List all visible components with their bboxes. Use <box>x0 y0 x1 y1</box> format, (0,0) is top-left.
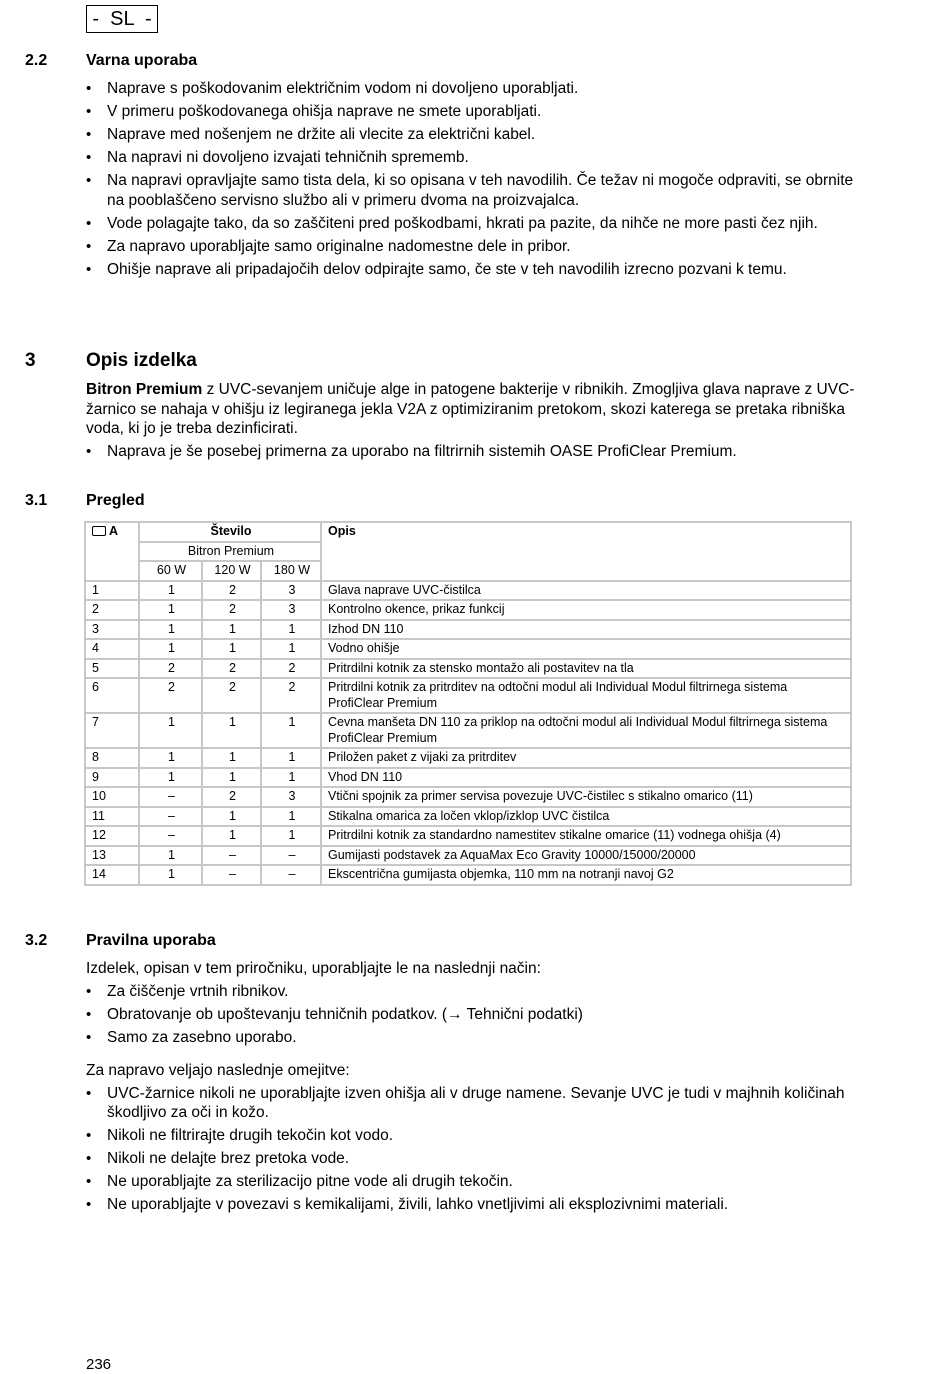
quantity-cell: 1 <box>139 865 202 885</box>
page-number: 236 <box>86 1356 112 1373</box>
column-header-description: Opis <box>321 522 851 581</box>
position-cell: 13 <box>85 846 139 866</box>
description-cell: Pritrdilni kotnik za pritrditev na odtočni modul ali Individual Modul filtrirnega sistema ProfiClear Premium <box>321 678 851 713</box>
list-item: • Na napravi opravljajte samo tista dela, ki so opisana v teh navodilih. Če težav ni mogoče odpraviti, se obrnite na pooblaščeno servisno službo ali v primeru dvoma na proizvajalca. <box>86 171 856 210</box>
language-tag: - SL - <box>86 5 158 33</box>
variant-header: 120 W <box>202 561 261 581</box>
intro-paragraph <box>86 380 856 439</box>
position-cell: 3 <box>85 620 139 640</box>
list-item: • Naprave med nošenjem ne držite ali vlecite za električni kabel. <box>86 125 856 145</box>
variant-header: 180 W <box>261 561 321 581</box>
list-item: • Za čiščenje vrtnih ribnikov. <box>86 982 856 1002</box>
quantity-cell: 2 <box>261 678 321 713</box>
table-row <box>85 581 851 601</box>
quantity-cell: 1 <box>202 807 261 827</box>
description-cell: Glava naprave UVC-čistilca <box>321 581 851 601</box>
quantity-cell: 1 <box>139 639 202 659</box>
quantity-cell: 1 <box>139 768 202 788</box>
section-number: 3.1 <box>25 492 48 509</box>
intended-use <box>86 959 856 1218</box>
limitations-intro: Za napravo veljajo naslednje omejitve: <box>86 1062 350 1079</box>
column-header-a: A <box>85 522 139 542</box>
table-row <box>85 807 851 827</box>
section-title: Varna uporaba <box>86 52 198 69</box>
list-item: • Nikoli ne filtrirajte drugih tekočin kot vodo. <box>86 1126 856 1146</box>
table-row <box>85 748 851 768</box>
position-cell: 2 <box>85 600 139 620</box>
position-cell: 9 <box>85 768 139 788</box>
table-row <box>85 865 851 885</box>
position-cell: 10 <box>85 787 139 807</box>
quantity-cell: 1 <box>139 748 202 768</box>
table-row <box>85 620 851 640</box>
column-header-count: Število <box>139 522 321 542</box>
list-item: • Vode polagajte tako, da so zaščiteni pred poškodbami, hkrati pa pazite, da nihče ne more pasti čez njih. <box>86 214 856 234</box>
position-cell: 8 <box>85 748 139 768</box>
quantity-cell: 1 <box>202 639 261 659</box>
table-row <box>85 678 851 713</box>
quantity-cell: 2 <box>261 659 321 679</box>
description-cell: Izhod DN 110 <box>321 620 851 640</box>
table-row <box>85 639 851 659</box>
list-item: • Na napravi ni dovoljeno izvajati tehničnih sprememb. <box>86 148 856 168</box>
table-row <box>85 787 851 807</box>
quantity-cell: 1 <box>261 826 321 846</box>
list-item: • UVC-žarnice nikoli ne uporabljajte izven ohišja ali v druge namene. Sevanje UVC je tudi v majhnih količinah škodljivo za oči in kožo. <box>86 1084 856 1123</box>
quantity-cell: 1 <box>202 620 261 640</box>
quantity-cell: 2 <box>139 678 202 713</box>
quantity-cell: – <box>202 865 261 885</box>
description-cell: Kontrolno okence, prikaz funkcij <box>321 600 851 620</box>
product-description <box>86 380 856 465</box>
list-item: • Naprava je še posebej primerna za uporabo na filtrirnih sistemih OASE ProfiClear Premium. <box>86 442 856 462</box>
quantity-cell: 1 <box>261 639 321 659</box>
safety-list <box>86 79 856 283</box>
section-number: 3.2 <box>25 932 48 949</box>
quantity-cell: 1 <box>261 620 321 640</box>
quantity-cell: – <box>261 846 321 866</box>
section-title: Pregled <box>86 492 145 509</box>
list-item: • Naprave s poškodovanim električnim vodom ni dovoljeno uporabljati. <box>86 79 856 99</box>
position-cell: 7 <box>85 713 139 748</box>
position-cell: 1 <box>85 581 139 601</box>
quantity-cell: 2 <box>202 600 261 620</box>
position-cell: 6 <box>85 678 139 713</box>
quantity-cell: 1 <box>261 768 321 788</box>
quantity-cell: 2 <box>139 659 202 679</box>
quantity-cell: 1 <box>202 826 261 846</box>
quantity-cell: – <box>139 826 202 846</box>
description-cell: Ekscentrična gumijasta objemka, 110 mm na notranji navoj G2 <box>321 865 851 885</box>
list-item: • Ohišje naprave ali pripadajočih delov odpirajte samo, če ste v teh navodilih izrecno pozvani k temu. <box>86 260 856 280</box>
quantity-cell: – <box>202 846 261 866</box>
position-cell: 4 <box>85 639 139 659</box>
description-cell: Gumijasti podstavek za AquaMax Eco Gravity 10000/15000/20000 <box>321 846 851 866</box>
quantity-cell: 1 <box>139 600 202 620</box>
parts-table <box>84 521 852 886</box>
quantity-cell: 3 <box>261 787 321 807</box>
list-item: • V primeru poškodovanega ohišja naprave ne smete uporabljati. <box>86 102 856 122</box>
quantity-cell: 3 <box>261 600 321 620</box>
description-cell: Pritrdilni kotnik za standardno namestitev stikalne omarice (11) vodnega ohišja (4) <box>321 826 851 846</box>
table-row <box>85 600 851 620</box>
quantity-cell: 2 <box>202 787 261 807</box>
quantity-cell: 1 <box>139 713 202 748</box>
quantity-cell: 1 <box>261 748 321 768</box>
quantity-cell: 2 <box>202 581 261 601</box>
quantity-cell: 1 <box>139 620 202 640</box>
quantity-cell: 1 <box>202 748 261 768</box>
quantity-cell: 3 <box>261 581 321 601</box>
table-row <box>85 846 851 866</box>
list-item: • Obratovanje ob upoštevanju tehničnih podatkov. (→ Tehnični podatki) <box>86 1005 856 1025</box>
quantity-cell: 2 <box>202 678 261 713</box>
intended-use-intro: Izdelek, opisan v tem priročniku, uporabljajte le na naslednji način: <box>86 960 541 977</box>
description-cell: Vhod DN 110 <box>321 768 851 788</box>
quantity-cell: 2 <box>202 659 261 679</box>
quantity-cell: 1 <box>139 846 202 866</box>
list-item: • Za napravo uporabljajte samo originalne nadomestne dele in pribor. <box>86 237 856 257</box>
description-cell: Pritrdilni kotnik za stensko montažo ali postavitev na tla <box>321 659 851 679</box>
section-title: Pravilna uporaba <box>86 932 216 949</box>
description-cell: Stikalna omarica za ločen vklop/izklop UVC čistilca <box>321 807 851 827</box>
quantity-cell: 1 <box>261 807 321 827</box>
table-row <box>85 659 851 679</box>
model-subheader: Bitron Premium <box>139 542 321 562</box>
description-cell: Cevna manšeta DN 110 za priklop na odtočni modul ali Individual Modul filtrirnega sistema ProfiClear Premium <box>321 713 851 748</box>
quantity-cell: 1 <box>202 713 261 748</box>
quantity-cell: – <box>261 865 321 885</box>
camera-icon <box>92 526 106 536</box>
quantity-cell: – <box>139 787 202 807</box>
chapter-number: 3 <box>25 350 36 371</box>
quantity-cell: 1 <box>202 768 261 788</box>
table-row <box>85 768 851 788</box>
intro-text: z UVC-sevanjem uničuje alge in patogene bakterije v ribnikih. Zmogljiva glava naprave z UVC-žarnico se nahaja v ohišju iz legiranega jekla V2A z optimiziranim pretokom, skozi katerega se pretaka ribniška voda, ki jo je treba dezinficirati. <box>86 381 855 437</box>
quantity-cell: 1 <box>261 713 321 748</box>
description-cell: Vtični spojnik za primer servisa povezuje UVC-čistilec s stikalno omarico (11) <box>321 787 851 807</box>
chapter-title: Opis izdelka <box>86 350 197 371</box>
position-cell: 5 <box>85 659 139 679</box>
quantity-cell: – <box>139 807 202 827</box>
list-item: • Ne uporabljajte za sterilizacijo pitne vode ali drugih tekočin. <box>86 1172 856 1192</box>
table-row <box>85 713 851 748</box>
list-item: • Ne uporabljajte v povezavi s kemikalijami, živili, lahko vnetljivimi ali eksplozivnimi materiali. <box>86 1195 856 1215</box>
position-cell: 14 <box>85 865 139 885</box>
position-cell: 11 <box>85 807 139 827</box>
table-row <box>85 826 851 846</box>
product-name: Bitron Premium <box>86 381 203 398</box>
list-item: • Samo za zasebno uporabo. <box>86 1028 856 1048</box>
description-cell: Priložen paket z vijaki za pritrditev <box>321 748 851 768</box>
position-cell: 12 <box>85 826 139 846</box>
variant-header: 60 W <box>139 561 202 581</box>
description-cell: Vodno ohišje <box>321 639 851 659</box>
quantity-cell: 1 <box>139 581 202 601</box>
section-number: 2.2 <box>25 52 48 69</box>
list-item: • Nikoli ne delajte brez pretoka vode. <box>86 1149 856 1169</box>
